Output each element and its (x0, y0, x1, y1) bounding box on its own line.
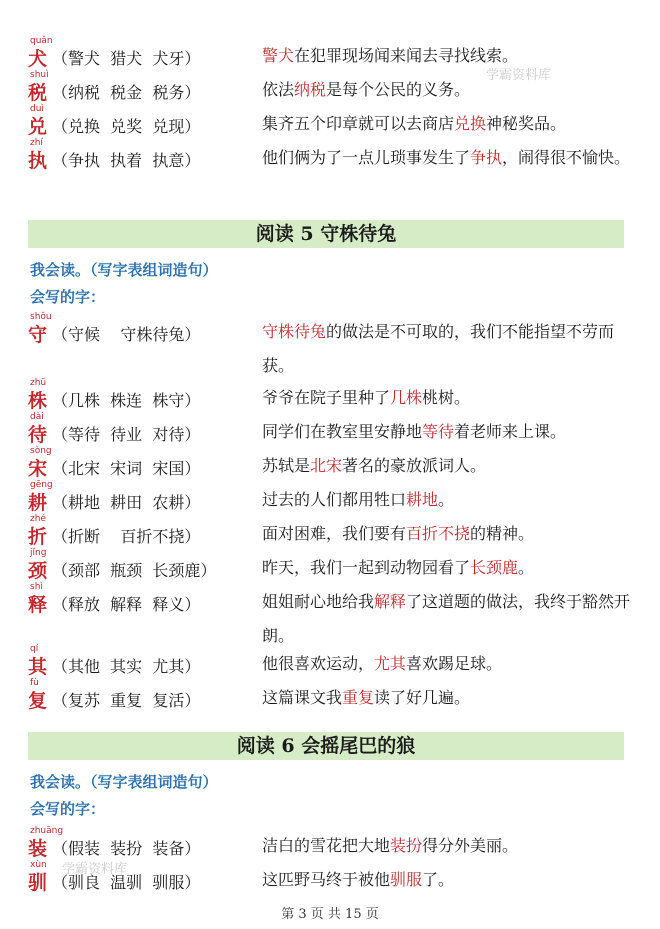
pinyin: quǎn (30, 36, 53, 46)
example-sentence (262, 381, 642, 415)
highlighted-word: 重复 (342, 688, 375, 707)
example-sentence (262, 483, 642, 517)
highlighted-word: 北宋 (310, 456, 343, 475)
sentence-text: 这篇课文我 (262, 688, 343, 707)
pinyin: dài (30, 412, 44, 422)
vocab-character: 耕 (28, 492, 48, 514)
pinyin: jǐng (30, 548, 47, 558)
highlighted-word: 长颈鹿 (470, 558, 519, 577)
sentence-text: 同学们在教室里安静地 (262, 422, 423, 441)
word-group: （守候 守株待兔） (52, 325, 201, 344)
highlighted-word: 驯服 (390, 870, 423, 889)
vocab-character: 兑 (28, 116, 48, 138)
sentence-text: ，闹得很不愉快。 (502, 148, 631, 167)
highlighted-word: 警犬 (262, 46, 295, 65)
write-label: 会写的字： (30, 288, 106, 306)
watermark: 学霸资料库 (486, 68, 552, 83)
sentence-text: 面对困难，我们要有 (262, 524, 407, 543)
word-group: （几株 株连 株守） (52, 391, 201, 410)
sentence-text: 。 (438, 490, 455, 509)
vocab-character: 宋 (28, 458, 48, 480)
example-sentence (262, 107, 642, 141)
sentence-text: 依法 (262, 80, 295, 99)
vocab-character: 释 (28, 594, 48, 616)
vocab-character: 其 (28, 656, 48, 678)
word-group: （耕地 耕田 农耕） (52, 493, 201, 512)
write-label: 会写的字： (30, 800, 106, 818)
sentence-text: 的做法是不可取的，我们不能指望不劳而获。 (262, 322, 615, 375)
highlighted-word: 尤其 (374, 654, 407, 673)
sentence-text: 他很喜欢运动， (262, 654, 375, 673)
example-sentence (262, 551, 642, 585)
sentence-text: 这匹野马终于被他 (262, 870, 391, 889)
example-sentence (262, 415, 642, 449)
section-title-6: 阅读 6 会摇尾巴的狼 (28, 732, 624, 760)
sentence-text: 。 (518, 558, 535, 577)
word-group: （颈部 瓶颈 长颈鹿） (52, 561, 217, 580)
sentence-text: 了这道题的做法，我终于豁然开朗。 (262, 592, 631, 645)
vocab-character: 折 (28, 526, 48, 548)
page-footer: 第 3 页 共 15 页 (281, 907, 379, 922)
pinyin: gēng (30, 480, 53, 490)
pinyin: sòng (30, 446, 52, 456)
sentence-text: 神秘奖品。 (486, 114, 567, 133)
highlighted-word: 耕地 (406, 490, 439, 509)
sentence-text: 着老师来上课。 (454, 422, 567, 441)
section-title-5: 阅读 5 守株待兔 (28, 220, 624, 248)
sentence-text: 他们俩为了一点儿琐事发生了 (262, 148, 471, 167)
word-group: （北宋 宋词 宋国） (52, 459, 201, 478)
word-group: （纳税 税金 税务） (52, 83, 201, 102)
example-sentence (262, 449, 642, 483)
vocab-character: 税 (28, 82, 48, 104)
sentence-text: 是每个公民的义务。 (326, 80, 471, 99)
word-group: （释放 解释 释义） (52, 595, 201, 614)
sentence-text: 爷爷在院子里种了 (262, 388, 391, 407)
highlighted-word: 守株待兔 (262, 322, 327, 341)
example-sentence (262, 863, 642, 897)
sentence-text: 了。 (422, 870, 455, 889)
sentence-text: 苏轼是 (262, 456, 311, 475)
pinyin: zhū (30, 378, 47, 388)
sentence-text: 在犯罪现场闻来闻去寻找线索。 (294, 46, 519, 65)
pinyin: duì (30, 104, 44, 114)
example-sentence (262, 517, 642, 551)
pinyin: shǒu (30, 312, 52, 322)
highlighted-word: 等待 (422, 422, 455, 441)
pinyin: shì (30, 582, 43, 592)
word-group: （复苏 重复 复活） (52, 691, 201, 710)
watermark: 学霸资料库 (62, 862, 128, 877)
vocab-character: 守 (28, 324, 48, 346)
word-group: （其他 其实 尤其） (52, 657, 201, 676)
example-sentence (262, 681, 642, 715)
pinyin: zhí (30, 138, 43, 148)
sentence-text: 的精神。 (470, 524, 535, 543)
example-sentence (262, 141, 642, 175)
sentence-text: 集齐五个印章就可以去商店 (262, 114, 455, 133)
word-group: （争执 执着 执意） (52, 151, 201, 170)
sentence-text: 喜欢踢足球。 (406, 654, 503, 673)
read-instruction: 我会读。（写字表组词造句） (30, 773, 218, 791)
word-group: （等待 待业 对待） (52, 425, 201, 444)
sentence-text: 读了好几遍。 (374, 688, 471, 707)
vocab-character: 装 (28, 838, 48, 860)
pinyin: qí (30, 644, 39, 654)
pinyin: zhuāng (30, 826, 64, 836)
sentence-text: 过去的人们都用牲口 (262, 490, 407, 509)
vocab-character: 执 (28, 150, 48, 172)
highlighted-word: 解释 (374, 592, 407, 611)
highlighted-word: 百折不挠 (406, 524, 471, 543)
sentence-text: 姐姐耐心地给我 (262, 592, 375, 611)
highlighted-word: 兑换 (454, 114, 487, 133)
vocab-character: 颈 (28, 560, 48, 582)
vocab-character: 复 (28, 690, 48, 712)
highlighted-word: 争执 (470, 148, 503, 167)
word-group: （折断 百折不挠） (52, 527, 201, 546)
sentence-text: 桃树。 (422, 388, 471, 407)
pinyin: xùn (30, 860, 47, 870)
highlighted-word: 几株 (390, 388, 423, 407)
word-group: （警犬 猎犬 犬牙） (52, 49, 201, 68)
read-instruction: 我会读。（写字表组词造句） (30, 261, 218, 279)
sentence-text: 得分外美丽。 (422, 836, 519, 855)
word-group: （驯良 温驯 驯服） (52, 873, 201, 892)
vocab-character: 驯 (28, 872, 48, 894)
vocab-character: 待 (28, 424, 48, 446)
sentence-text: 洁白的雪花把大地 (262, 836, 391, 855)
word-group: （假装 装扮 装备） (52, 839, 201, 858)
example-sentence (262, 829, 642, 863)
highlighted-word: 装扮 (390, 836, 423, 855)
example-sentence (262, 585, 642, 653)
pinyin: zhé (30, 514, 46, 524)
example-sentence (262, 39, 642, 73)
example-sentence (262, 73, 642, 107)
word-group: （兑换 兑奖 兑现） (52, 117, 201, 136)
sentence-text: 著名的豪放派词人。 (342, 456, 487, 475)
example-sentence (262, 315, 642, 383)
highlighted-word: 纳税 (294, 80, 327, 99)
example-sentence (262, 647, 642, 681)
vocab-character: 犬 (28, 48, 48, 70)
sentence-text: 昨天，我们一起到动物园看了 (262, 558, 471, 577)
vocab-character: 株 (28, 390, 48, 412)
pinyin: fù (30, 678, 39, 688)
pinyin: shuì (30, 70, 49, 80)
